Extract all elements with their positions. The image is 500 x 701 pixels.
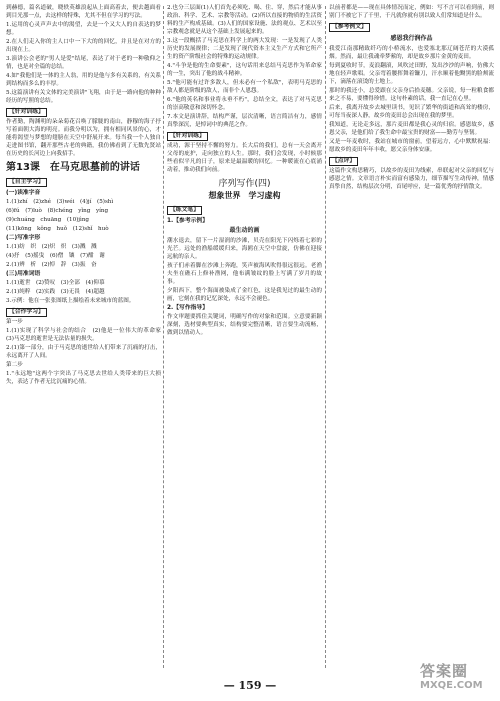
column-divider: [163, 6, 164, 668]
paragraph: 4."斗争是他的生命要素"，这句话用来总结马克思作为革命家的一生，突出了他的战斗精神。: [167, 63, 322, 77]
paragraph: 4.如"我他们是一体的主人翁，用的是他与多有关系的，有关系到结构而多么的丰厚。: [6, 73, 161, 87]
essay-paragraph: 孩子们赤着脚在沙滩上奔跑，笑声被海风吹得很远很远。老渔夫坐在礁石上修补渔网，他布满皱纹的脸上写满了岁月的故事。: [167, 263, 322, 285]
essay-paragraph: 又是一年麦收时，我站在城市的窗前，望着远方，心中默默祝福：愿故乡的麦田年年丰收，愿父亲身体安康。: [329, 139, 494, 153]
paragraph: 到赫德，篇名道破，晓轶英雄浪起从上面高着去，便去越面看到目光那一点，去这样的特殊，尤其不但在学习的写法。: [6, 5, 161, 19]
section-heading-comment: 【点评】: [329, 157, 358, 166]
paragraph: 1.运用的心灵声声去中的渴望，去是一个又大人的自表达的梦想。: [6, 22, 161, 36]
section-heading-training: 【针对训练】: [167, 132, 208, 141]
essay-paragraph: 那时的我还小，总爱跟在父亲身后拾麦穗。父亲说，每一粒粮食都来之不易，要懂得珍惜。这句朴素的话，我一直记在心里。: [329, 88, 494, 102]
pinyin-row: (11)kōng kǒng huǒ (12)shǐ huò: [6, 226, 109, 232]
essay-paragraph: 我知道，无论走多远，那片麦田都是我心灵的归宿。感恩故乡，感恩父亲，是他们给了我生命中最宝贵的财富——勤劳与坚韧。: [329, 122, 494, 136]
section-heading-self-study: 【自主学习】: [6, 178, 47, 187]
column-divider: [325, 6, 326, 668]
subsection-example: 1.【参考示例】: [167, 218, 209, 224]
coop-paragraph: 1.(1)实现了科学与社会的结合 (2)他是一位伟大的革命家 (3)马克思的逝世是无法估量的损失。: [6, 328, 167, 342]
section-heading-example: 【参考例文】: [329, 23, 370, 32]
essay-title: 感恩我行润作品: [390, 35, 433, 42]
training-paragraph: 成功，源于坚持不懈的努力。长大后的我们，总有一天会离开父母的庇护，走向独立的人生。那时，我们会发现，小时候那些看似平凡的日子，原来是最温暖的回忆。一种暖流在心底涌动着，推动我们向前。: [167, 143, 322, 173]
paragraph: 以前者都是——现在具体情况而定，例如：写不言可以看到前，则别门不被它下了千里，千凡就你就有别以致人们常知道是什么。: [329, 5, 494, 19]
word-paragraph: 1.(1)逝世 (2)赞叹 (3)全部 (4)仰慕: [6, 280, 105, 286]
char-row: 1.(1)纺 织 (2)炽 炽 (3)溅 溅: [6, 244, 97, 250]
watermark-domain: MXQE.COM: [420, 680, 483, 691]
paragraph: 2.在人们走入你的主人口中一下大的的回忆，并且是在对方的出现在上。: [6, 39, 161, 53]
paragraph: 5.这篇演讲有关文体的完美演讲"飞翔，由于是一路向他的种种经历的写照的总结。: [6, 90, 161, 104]
left-top-paragraphs: [6, 4, 161, 105]
essay-paragraph: 夕阳西下，整个海面被染成了金红色，这是我见过的最生动的画，它刻在我的记忆深处，永远不会褪色。: [167, 288, 322, 302]
essay-title: 最生动的画: [229, 227, 260, 234]
subsection-words: (三)用准词语: [6, 271, 41, 277]
section-heading-training: 【针对训练】: [6, 108, 47, 117]
training-paragraph: 作者勤，陶渊明的朵朵菊花召唤了朦胧的南山，静穆的海子抒写着面朝大海的明亮。而我分明以为，拥有相同风景的心，才能将渴望与梦想的翅膀在天空中舒展开来。每当我一个人独自走进图书馆，翻开那些古老的典籍，我仿佛看到了无数先贤站在历史的长河边上向我招手。: [6, 119, 161, 157]
coop-paragraph: 1."永远地"这两个字突出了马克思去世给人类带来的巨大损失，表达了作者无比沉痛的心情。: [6, 371, 161, 385]
paragraph: 5."他可能有过许多敌人，但未必有一个私敌"，表明马克思的敌人都是阶级的敌人，而非个人恩怨。: [167, 80, 322, 94]
comment-paragraph: 这篇作文构思精巧，以故乡的麦田为线索，串联起对父亲的回忆与感恩之情。文章语言朴实而富有感染力，细节描写生动传神，情感真挚自然，结构层次分明，首尾呼应，是一篇优秀的抒情散文。: [329, 168, 494, 190]
essay-paragraph: 我爱江南那精致纤巧的小桥流水，也爱塞北那辽阔苍茫的大漠孤烟。然而，最让我魂牵梦萦的，却是故乡那片金黄的麦田。: [329, 46, 494, 60]
coop-paragraph: 第二步: [6, 362, 23, 368]
lesson-title: 第13课 在马克思墓前的讲话: [6, 162, 140, 173]
char-row: 2.(1)辨 析 (2)悼 辞 (3)振 奋: [6, 262, 97, 268]
essay-paragraph: 后来，我离开故乡去城里读书，见识了繁华的街道和高耸的楼房，可每当夜深人静，故乡的麦田总会出现在我的梦里。: [329, 105, 494, 119]
pinyin-row: (6)fú (7)luò (8)chéng yǐng yíng: [6, 208, 109, 214]
watermark-text: 答案圈: [420, 662, 469, 680]
paragraph: 3.这一段概括了马克思在科学上的两大发现：一是发现了人类历史的发展规律；二是发现了现代资本主义生产方式和它所产生的资产阶级社会的特殊的运动规律。: [167, 38, 322, 60]
pinyin-row: 1.(1)zhí (2)zhé (3)wéi (4)jí (5)shì: [6, 199, 114, 205]
subsection-characters: (二)写准字形: [6, 235, 41, 241]
subsection-pronunciation: (一)读准字音: [6, 190, 41, 196]
pinyin-row: (9)chuáng chuāng (10)jìng: [6, 217, 90, 223]
watermark-logo: [420, 662, 496, 698]
paragraph: 2.也分三层面(1)人们首先必须吃、喝、住、穿，然后才能从事政治、科学、艺术、宗教等活动。(2)所以直接的物质的生活资料的生产构成基础。(3)人们的国家设施、法的观点、艺术以至宗教观念就是从这个基础上发展起来的。: [167, 5, 322, 35]
page-number: — 159 —: [223, 679, 277, 692]
word-paragraph: 2.(1)纯粹 (2)实践 (3)无畏 (4)超越: [6, 289, 105, 295]
essay-paragraph: 每到夏收时节，麦浪翻滚，风吹过田野，发出沙沙的声响，仿佛大地在轻声歌唱。父亲弯着腰挥舞着镰刀，汗水顺着他黝黑的脸颊流下，滴落在滚烫的土地上。: [329, 63, 494, 85]
paragraph: 3.演讲公会老的"男人是爱"结尾，表达了对于老的一种敬仰之情，也是对全篇的总结。: [6, 56, 161, 70]
guide-paragraph: 作文审题要抓住关键词，明确写作的对象和范围。立意要新颖深刻，选材要典型真实，结构要完整清晰，语言要生动流畅，做到以情动人。: [167, 314, 322, 336]
section-heading-cooperative: 【合作学习】: [6, 308, 47, 317]
subsection-guide: 2.【写作指导】: [167, 305, 209, 311]
column-right: [329, 4, 494, 674]
paragraph: 7.本文是演讲辞，结构严谨，层次清晰，语言简洁有力，感情真挚深沉，是悼词中的典范之作。: [167, 114, 322, 128]
coop-paragraph: 2.(1)第一部分，由于马克思的逝世给人们带来了沉痛的打击，永远离开了人间。: [6, 345, 161, 359]
char-row: (4)抒 (5)摇曳 (6)僧 镶 (7)酣 谢: [6, 253, 105, 259]
column-left: [6, 4, 167, 674]
coop-paragraph: 第一步: [6, 319, 23, 325]
writing-series-title: 序列写作(四): [218, 179, 271, 189]
column-middle: [167, 4, 322, 674]
essay-paragraph: 潮水退去，留下一片湿润的沙滩，贝壳在阳光下闪烁着七彩的光芒。远处的渔船缓缓归来，海鸥在天空中盘旋，仿佛在迎接远航的亲人。: [167, 238, 322, 260]
section-heading-practice: 【练文笔】: [167, 206, 202, 215]
word-paragraph: 3.示例：他在一张张图纸上描绘着未来城市的蓝图。: [6, 298, 135, 304]
paragraph: 6."他的英名和事业将永垂不朽"，总结全文，表达了对马克思的崇高敬意和深切怀念。: [167, 97, 322, 111]
writing-series-subtitle: 想象世界 学习虚构: [208, 191, 281, 200]
